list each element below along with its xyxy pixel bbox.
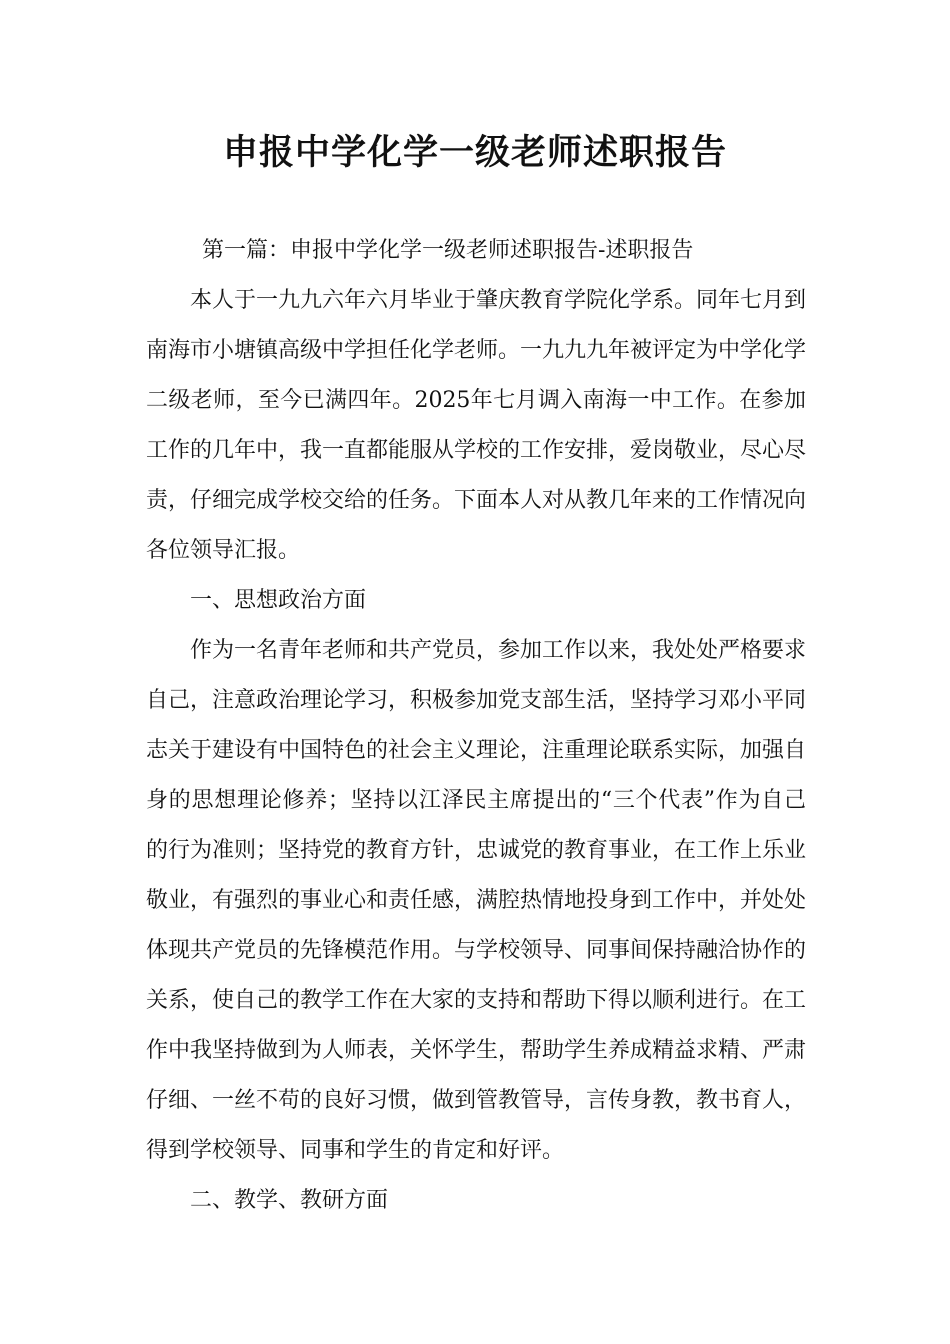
section-subtitle: 第一篇：申报中学化学一级老师述职报告-述职报告 (202, 238, 694, 263)
heading-teaching: 二、教学、教研方面 (190, 1188, 389, 1213)
document-body (146, 226, 806, 1226)
paragraph-political: 作为一名青年老师和共产党员，参加工作以来，我处处严格要求自己，注意政治理论学习，积极参加党支部生活，坚持学习邓小平同志关于建设有中国特色的社会主义理论，注重理论联系实际，加强自身的思想理论修养；坚持以江泽民主席提出的“三个代表”作为自己的行为准则；坚持党的教育方针，忠诚党的教育事业，在工作上乐业敬业，有强烈的事业心和责任感，满腔热情地投身到工作中，并处处体现共产党员的先锋模范作用。与学校领导、同事间保持融洽协作的关系，使自己的教学工作在大家的支持和帮助下得以顺利进行。在工作中我坚持做到为人师表，关怀学生，帮助学生养成精益求精、严肃仔细、一丝不苟的良好习惯，做到管教管导，言传身教，教书育人，得到学校领导、同事和学生的肯定和好评。 (146, 638, 807, 1163)
document-title: 申报中学化学一级老师述职报告 (222, 133, 727, 173)
heading-political: 一、思想政治方面 (190, 588, 367, 613)
paragraph-intro: 本人于一九九六年六月毕业于肇庆教育学院化学系。同年七月到南海市小塘镇高级中学担任化学老师。一九九九年被评定为中学化学二级老师，至今已满四年。2025年七月调入南海一中工作。在参加工作的几年中，我一直都能服从学校的工作安排，爱岗敬业，尽心尽责，仔细完成学校交给的任务。下面本人对从教几年来的工作情况向各位领导汇报。 (146, 288, 807, 563)
